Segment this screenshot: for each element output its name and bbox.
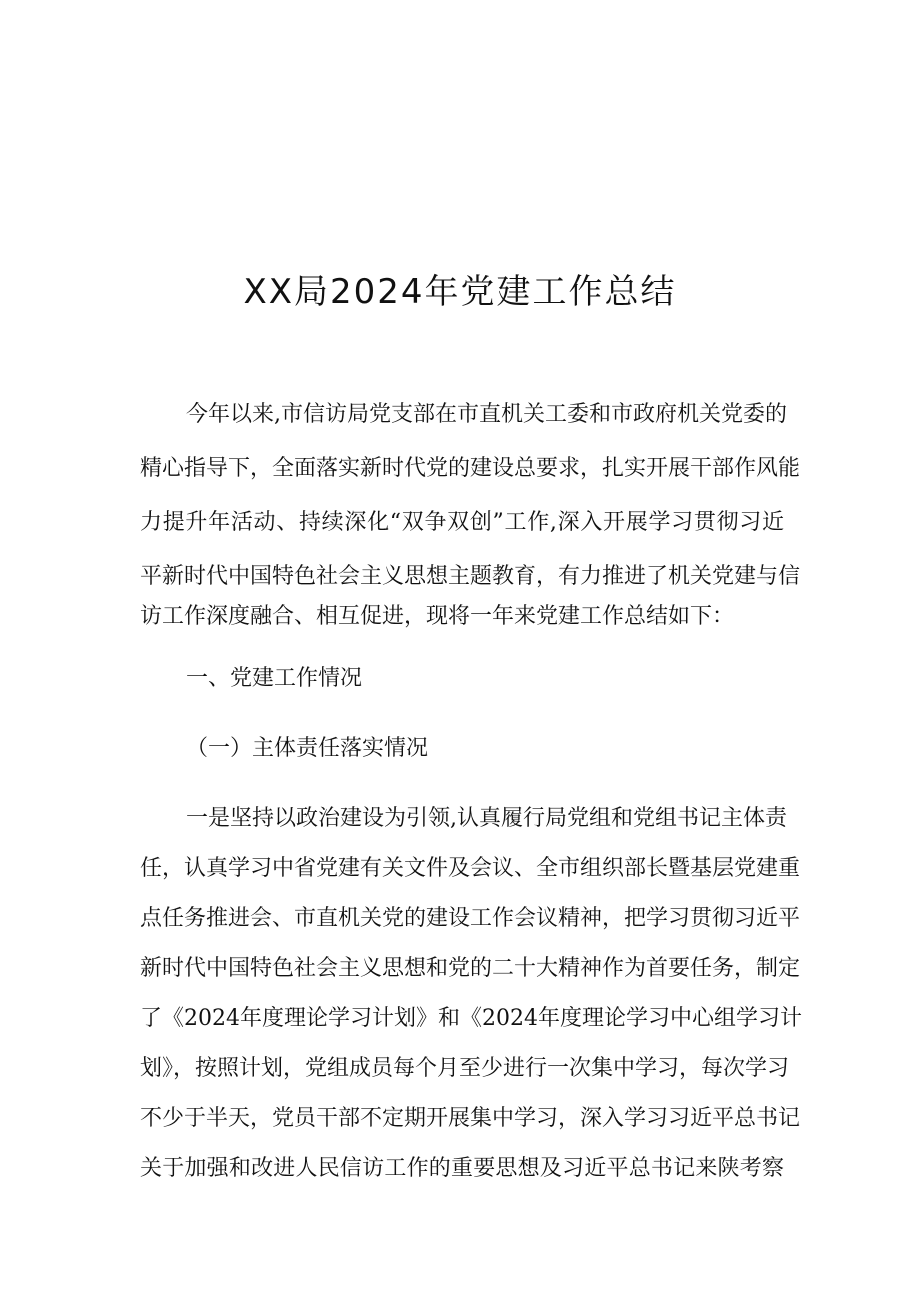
body-line: 关于加强和改进人民信访工作的重要思想及习近平总书记来陕考察 xyxy=(140,1156,784,1181)
body-line: 不少于半天，党员干部不定期开展集中学习，深入学习习近平总书记 xyxy=(140,1106,801,1131)
document-title: XX局2024年党建工作总结 xyxy=(243,272,677,312)
body-line: 划》，按照计划，党组成员每个月至少进行一次集中学习，每次学习 xyxy=(140,1056,790,1081)
body-line: 任，认真学习中省党建有关文件及会议、全市组织部长暨基层党建重 xyxy=(140,856,801,881)
body-line: 新时代中国特色社会主义思想和党的二十大精神作为首要任务，制定 xyxy=(140,956,801,981)
body-line: 一是坚持以政治建设为引领,认真履行局党组和党组书记主体责 xyxy=(186,806,787,831)
intro-line: 力提升年活动、持续深化“双争双创”工作,深入开展学习贯彻习近 xyxy=(140,510,784,535)
intro-line: 平新时代中国特色社会主义思想主题教育，有力推进了机关党建与信 xyxy=(140,564,801,589)
intro-line: 访工作深度融合、相互促进，现将一年来党建工作总结如下： xyxy=(140,604,735,629)
intro-line: 今年以来,市信访局党支部在市直机关工委和市政府机关党委的 xyxy=(186,402,787,427)
body-line: 点任务推进会、市直机关党的建设工作会议精神，把学习贯彻习近平 xyxy=(140,906,801,931)
intro-line: 精心指导下，全面落实新时代党的建设总要求，扎实开展干部作风能 xyxy=(140,456,801,481)
body-line: 了《2024年度理论学习计划》和《2024年度理论学习中心组学习计 xyxy=(140,1006,802,1031)
subsection-heading: （一）主体责任落实情况 xyxy=(186,736,429,761)
section-heading: 一、党建工作情况 xyxy=(186,666,363,691)
